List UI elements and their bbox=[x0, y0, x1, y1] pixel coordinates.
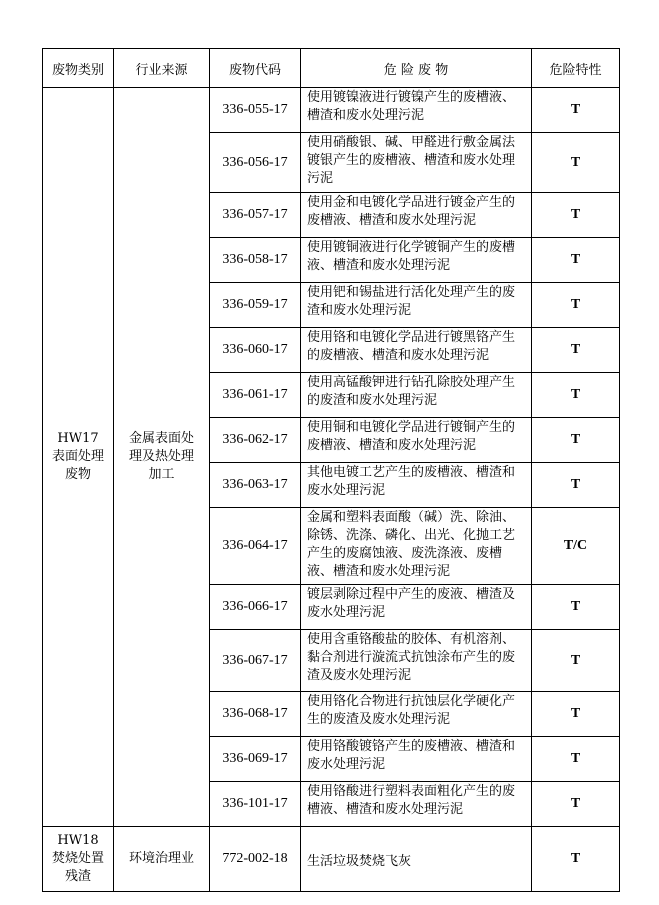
industry-cell bbox=[114, 88, 210, 827]
industry-line: 金属表面处 bbox=[128, 431, 194, 446]
category-line: HW17 bbox=[57, 431, 99, 446]
hazard-cell: T bbox=[532, 418, 620, 463]
waste-desc-cell: 金属和塑料表面酸（碱）洗、除油、除锈、洗涤、磷化、出光、化抛工艺产生的废腐蚀液、废洗涤液、废槽液、槽渣和废水处理污泥 bbox=[301, 508, 532, 585]
waste-desc-cell: 使用铬化合物进行抗蚀层化学硬化产生的废渣及废水处理污泥 bbox=[301, 692, 532, 737]
code-cell: 336-066-17 bbox=[210, 585, 301, 630]
hazard-cell: T bbox=[532, 133, 620, 193]
code-cell: 336-101-17 bbox=[210, 782, 301, 827]
header-category: 废物类别 bbox=[43, 49, 114, 88]
hazard-cell: T bbox=[532, 193, 620, 238]
waste-desc-cell: 使用金和电镀化学品进行镀金产生的废槽液、槽渣和废水处理污泥 bbox=[301, 193, 532, 238]
waste-desc-cell: 生活垃圾焚烧飞灰 bbox=[301, 827, 532, 892]
waste-desc-cell: 使用高锰酸钾进行钻孔除胶处理产生的废渣和废水处理污泥 bbox=[301, 373, 532, 418]
industry-line: 理及热处理 bbox=[128, 449, 194, 464]
code-cell: 336-063-17 bbox=[210, 463, 301, 508]
header-code: 废物代码 bbox=[210, 49, 301, 88]
waste-desc-cell: 其他电镀工艺产生的废槽液、槽渣和废水处理污泥 bbox=[301, 463, 532, 508]
waste-desc-cell: 使用镀镍液进行镀镍产生的废槽液、槽渣和废水处理污泥 bbox=[301, 88, 532, 133]
industry-line: 加工 bbox=[148, 467, 175, 482]
category-line: 焚烧处置 bbox=[51, 851, 104, 866]
waste-desc-cell: 使用铬酸镀铬产生的废槽液、槽渣和废水处理污泥 bbox=[301, 737, 532, 782]
hazard-cell: T bbox=[532, 630, 620, 692]
code-cell: 336-062-17 bbox=[210, 418, 301, 463]
hazardous-waste-table bbox=[42, 48, 620, 892]
category-cell bbox=[43, 88, 114, 827]
header-row bbox=[43, 49, 620, 88]
hazard-cell: T bbox=[532, 737, 620, 782]
industry-cell bbox=[114, 827, 210, 892]
industry-line: 环境治理业 bbox=[128, 851, 194, 866]
category-line: HW18 bbox=[57, 833, 99, 848]
code-cell: 336-061-17 bbox=[210, 373, 301, 418]
code-cell: 336-055-17 bbox=[210, 88, 301, 133]
category-line: 残渣 bbox=[64, 869, 91, 884]
category-cell bbox=[43, 827, 114, 892]
waste-desc-cell: 使用镀铜液进行化学镀铜产生的废槽液、槽渣和废水处理污泥 bbox=[301, 238, 532, 283]
waste-desc-cell: 使用铜和电镀化学品进行镀铜产生的废槽液、槽渣和废水处理污泥 bbox=[301, 418, 532, 463]
hazard-cell: T bbox=[532, 283, 620, 328]
waste-desc-cell: 使用铬酸进行塑料表面粗化产生的废槽液、槽渣和废水处理污泥 bbox=[301, 782, 532, 827]
hazard-cell: T bbox=[532, 328, 620, 373]
code-cell: 336-060-17 bbox=[210, 328, 301, 373]
hazard-cell: T bbox=[532, 373, 620, 418]
waste-desc-cell: 使用铬和电镀化学品进行镀黑铬产生的废槽液、槽渣和废水处理污泥 bbox=[301, 328, 532, 373]
code-cell: 336-058-17 bbox=[210, 238, 301, 283]
hazard-cell: T bbox=[532, 88, 620, 133]
code-cell: 336-064-17 bbox=[210, 508, 301, 585]
hazard-cell: T/C bbox=[532, 508, 620, 585]
hazard-cell: T bbox=[532, 585, 620, 630]
header-industry: 行业来源 bbox=[114, 49, 210, 88]
waste-desc-cell: 使用含重铬酸盐的胶体、有机溶剂、黏合剂进行漩流式抗蚀涂布产生的废渣及废水处理污泥 bbox=[301, 630, 532, 692]
hazard-cell: T bbox=[532, 782, 620, 827]
code-cell: 336-056-17 bbox=[210, 133, 301, 193]
code-cell: 336-057-17 bbox=[210, 193, 301, 238]
hazard-cell: T bbox=[532, 238, 620, 283]
table-row bbox=[43, 88, 620, 133]
category-line: 废物 bbox=[64, 467, 91, 482]
header-waste: 危 险 废 物 bbox=[301, 49, 532, 88]
hazard-cell: T bbox=[532, 692, 620, 737]
code-cell: 336-068-17 bbox=[210, 692, 301, 737]
table-row bbox=[43, 827, 620, 892]
code-cell: 336-067-17 bbox=[210, 630, 301, 692]
hazard-cell: T bbox=[532, 463, 620, 508]
header-hazard: 危险特性 bbox=[532, 49, 620, 88]
waste-desc-cell: 镀层剥除过程中产生的废液、槽渣及废水处理污泥 bbox=[301, 585, 532, 630]
code-cell: 772-002-18 bbox=[210, 827, 301, 892]
waste-desc-cell: 使用钯和锡盐进行活化处理产生的废渣和废水处理污泥 bbox=[301, 283, 532, 328]
code-cell: 336-069-17 bbox=[210, 737, 301, 782]
code-cell: 336-059-17 bbox=[210, 283, 301, 328]
waste-desc-cell: 使用硝酸银、碱、甲醛进行敷金属法镀银产生的废槽液、槽渣和废水处理污泥 bbox=[301, 133, 532, 193]
hazard-cell: T bbox=[532, 827, 620, 892]
category-line: 表面处理 bbox=[51, 449, 104, 464]
